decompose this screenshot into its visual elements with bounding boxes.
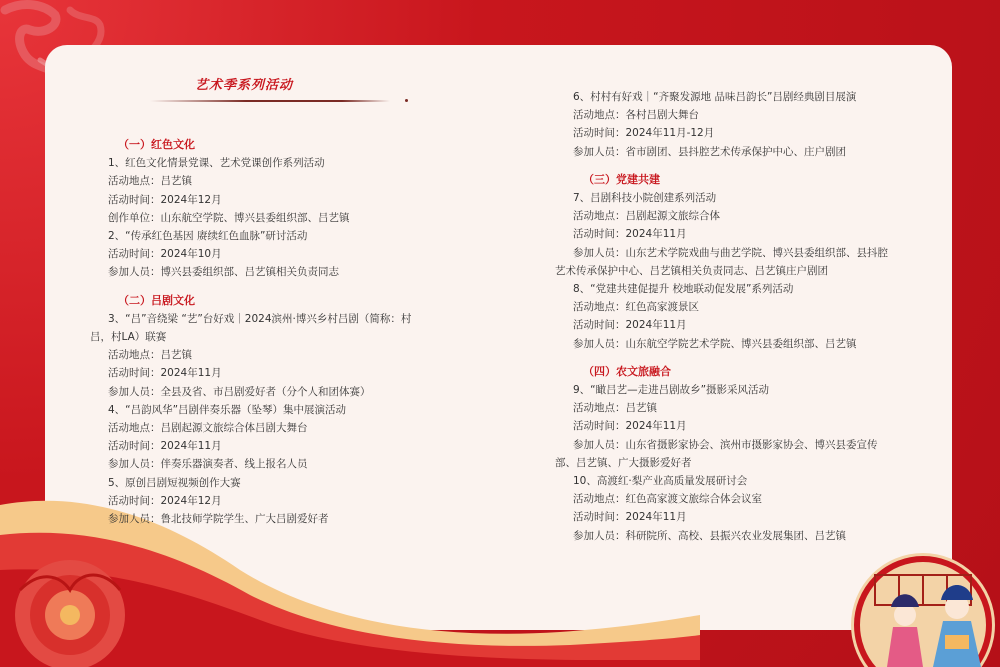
section-heading: （三）党建共建	[583, 172, 660, 186]
activity-detail: 参加人员：科研院所、高校、县振兴农业发展集团、吕艺镇	[573, 529, 846, 542]
activity-detail: 活动地点：吕艺镇	[108, 175, 192, 188]
title-divider-dot	[405, 99, 408, 102]
activity-title: 1、红色文化情景党课、艺术党课创作系列活动	[108, 157, 325, 170]
section-heading: （四）农文旅融合	[583, 364, 671, 378]
left-column	[90, 136, 470, 528]
activity-detail: 参加人员：博兴县委组织部、吕艺镇相关负责同志	[108, 266, 339, 279]
activity-detail: 活动时间：2024年11月	[573, 228, 687, 241]
activity-detail: 活动时间：2024年11月	[108, 440, 222, 453]
activity-detail: 活动地点：吕剧起源文旅综合体	[573, 210, 720, 223]
activity-detail: 参加人员：省市剧团、县抖腔艺术传承保护中心、庄户剧团	[573, 145, 846, 158]
activity-detail: 参加人员：山东艺术学院戏曲与曲艺学院、博兴县委组织部、县抖腔	[573, 246, 888, 259]
activity-detail: 活动时间：2024年11月-12月	[573, 127, 715, 140]
activity-detail: 创作单位：山东航空学院、博兴县委组织部、吕艺镇	[108, 211, 350, 224]
activity-detail: 活动时间：2024年11月	[573, 511, 687, 524]
activity-detail: 部、吕艺镇、广大摄影爱好者	[555, 456, 692, 469]
activity-detail: 吕，村LA）联赛	[90, 331, 167, 344]
activity-detail: 活动地点：红色高家渡文旅综合体会议室	[573, 493, 762, 506]
activity-detail: 参加人员：伴奏乐器演奏者、线上报名人员	[108, 458, 308, 471]
activity-title: 9、“瞰吕艺—走进吕剧故乡”摄影采风活动	[573, 384, 770, 397]
activity-detail: 参加人员：山东省摄影家协会、滨州市摄影家协会、博兴县委宣传	[573, 438, 878, 451]
activity-detail: 活动地点：吕艺镇	[573, 402, 657, 415]
activity-detail: 活动地点：红色高家渡景区	[573, 301, 699, 314]
activity-detail: 活动地点：各村吕剧大舞台	[573, 109, 699, 122]
activity-detail: 活动时间：2024年11月	[108, 367, 222, 380]
page-title: 艺术季系列活动	[195, 78, 294, 93]
activity-detail: 活动时间：2024年12月	[108, 494, 222, 507]
activity-detail: 参加人员：全县及省、市吕剧爱好者（分个人和团体赛）	[108, 385, 371, 398]
opera-characters-icon	[845, 545, 1000, 667]
section-heading: （二）吕剧文化	[118, 293, 195, 307]
activity-detail: 艺术传承保护中心、吕艺镇相关负责同志、吕艺镇庄户剧团	[555, 264, 828, 277]
activity-title: 4、“吕韵风华”吕剧伴奏乐器（坠琴）集中展演活动	[108, 403, 347, 416]
activity-title: 6、村村有好戏｜“齐聚发源地 品味吕韵长”吕剧经典剧目展演	[573, 91, 857, 103]
activity-title: 5、原创吕剧短视频创作大赛	[108, 476, 241, 489]
activity-detail: 活动时间：2024年11月	[573, 319, 687, 332]
activity-title: 10、高渡红·梨产业高质量发展研讨会	[573, 475, 748, 488]
activity-detail: 活动地点：吕艺镇	[108, 349, 192, 362]
activity-title: 7、吕剧科技小院创建系列活动	[573, 192, 717, 205]
section-heading: （一）红色文化	[118, 138, 195, 151]
activity-detail: 活动时间：2024年12月	[108, 193, 222, 206]
title-divider	[150, 100, 390, 102]
activity-detail: 活动时间：2024年10月	[108, 248, 222, 261]
activity-detail: 参加人员：山东航空学院艺术学院、博兴县委组织部、吕艺镇	[573, 337, 857, 350]
activity-detail: 参加人员：鲁北技师学院学生、广大吕剧爱好者	[108, 513, 329, 526]
activity-title: 8、“党建共建促提升 校地联动促发展”系列活动	[573, 283, 794, 296]
activity-title: 3、“吕”音绕梁 “艺”台好戏｜2024滨州·博兴乡村吕剧（简称：村	[108, 312, 412, 325]
activity-detail: 活动地点：吕剧起源文旅综合体吕剧大舞台	[108, 422, 308, 435]
activity-detail: 活动时间：2024年11月	[573, 420, 687, 433]
right-column	[555, 88, 920, 545]
activity-title: 2、“传承红色基因 赓续红色血脉”研讨活动	[108, 230, 308, 243]
